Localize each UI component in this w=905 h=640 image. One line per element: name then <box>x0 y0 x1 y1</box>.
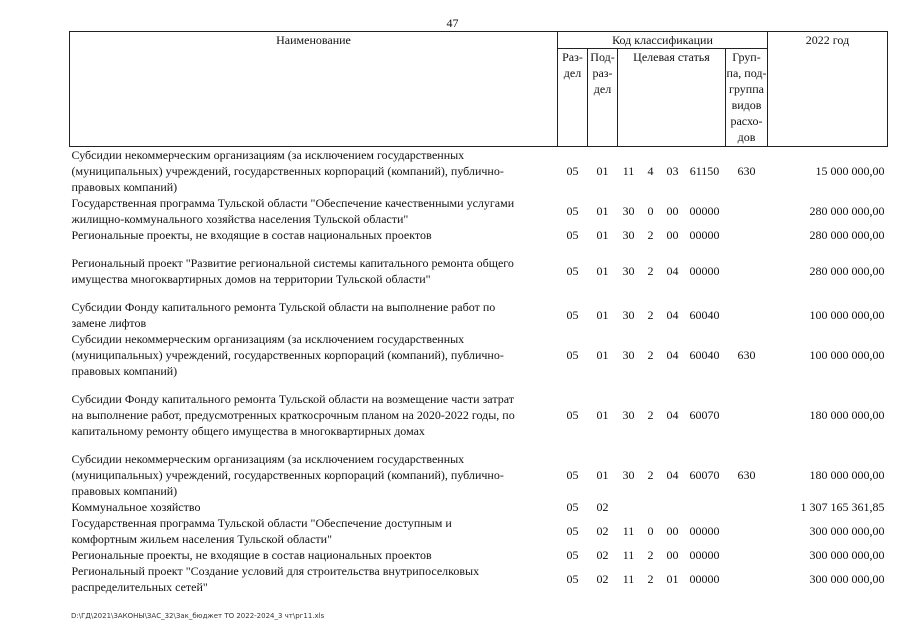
row-podrazdel: 01 <box>596 347 609 362</box>
row-expense-group: 630 <box>737 347 756 362</box>
row-target-c3: 04 <box>666 467 679 482</box>
spacer-cell <box>70 443 888 451</box>
row-name: Региональный проект "Создание условий для строительства внутрипоселковых распределительных сетей" <box>71 564 480 594</box>
row-target-c1: 30 <box>622 203 635 218</box>
row-amount: 15 000 000,00 <box>815 163 885 178</box>
row-target-c3: 00 <box>666 227 679 242</box>
row-target-c2: 2 <box>647 227 654 242</box>
row-spacer <box>70 379 888 387</box>
row-name: Субсидии Фонду капитального ремонта Тульской области на возмещение части затрат на выполнение работ, предусмотренных краткосрочным планом на 2020-2022 годы, по капитальному ремонту общего имущества в многоквартирных домах <box>71 392 515 438</box>
row-spacer <box>70 243 888 251</box>
table-header <box>70 32 888 147</box>
row-expense-group <box>726 499 768 515</box>
row-name: Субсидии некоммерческим организациям (за исключением государственных (муниципальных) учреждений, государственных корпораций (компаний), публично- правовых компаний) <box>71 148 504 194</box>
budget-table <box>69 31 888 595</box>
row-target-c3: 04 <box>666 347 679 362</box>
table-row <box>70 499 888 515</box>
row-name: Субсидии некоммерческим организациям (за исключением государственных (муниципальных) учреждений, государственных корпораций (компаний), публично- правовых компаний) <box>71 332 504 378</box>
row-podrazdel: 01 <box>596 407 609 422</box>
row-podrazdel: 02 <box>596 547 609 562</box>
row-target-c1: 30 <box>622 407 635 422</box>
row-target-c1: 11 <box>622 571 635 586</box>
row-target-c3: 01 <box>666 571 679 586</box>
table-row <box>70 547 888 563</box>
row-target-c4: 00000 <box>689 523 720 538</box>
row-target-c2: 0 <box>647 203 654 218</box>
row-target-c4: 60070 <box>689 467 720 482</box>
table-row <box>70 451 888 499</box>
header-section: Раз- дел <box>558 49 588 147</box>
table-row <box>70 515 888 547</box>
row-target-c3: 04 <box>666 407 679 422</box>
row-target-c1: 30 <box>622 263 635 278</box>
row-spacer <box>70 443 888 451</box>
file-path-footer: D:\ГД\2021\ЗАКОНЫ\ЗАС_32\Зак_бюджет ТО 2022-2024_3 чт\рг11.xls <box>71 612 325 620</box>
row-amount: 300 000 000,00 <box>809 523 885 538</box>
row-podrazdel: 01 <box>596 467 609 482</box>
row-expense-group <box>726 563 768 595</box>
row-target-c4: 60040 <box>689 347 720 362</box>
row-target-c2: 4 <box>647 163 654 178</box>
row-podrazdel: 01 <box>596 203 609 218</box>
row-target-c2: 2 <box>647 307 654 322</box>
row-razdel: 05 <box>566 467 579 482</box>
header-target-article: Целевая статья <box>618 49 726 147</box>
row-expense-group: 630 <box>737 467 756 482</box>
header-expense-group: Груп- па, под- группа видов расхо- дов <box>726 49 768 147</box>
row-amount: 100 000 000,00 <box>809 347 885 362</box>
row-target-c1: 30 <box>622 307 635 322</box>
row-name: Региональный проект "Развитие региональной системы капитального ремонта общего имущества многоквартирных домов на территории Тульской области" <box>71 256 514 286</box>
row-name: Государственная программа Тульской области "Обеспечение качественными услугами жилищно-коммунального хозяйства населения Тульской области" <box>71 196 515 226</box>
header-year: 2022 год <box>768 32 888 147</box>
header-subsection: Под- раз- дел <box>588 49 618 147</box>
row-razdel: 05 <box>566 307 579 322</box>
row-expense-group <box>726 387 768 443</box>
row-razdel: 05 <box>566 347 579 362</box>
row-target-c4: 00000 <box>689 203 720 218</box>
row-razdel: 05 <box>566 499 579 514</box>
row-razdel: 05 <box>566 547 579 562</box>
row-expense-group <box>726 251 768 291</box>
row-name: Коммунальное хозяйство <box>71 500 201 514</box>
row-target-c3: 00 <box>666 547 679 562</box>
row-target-c2: 0 <box>647 523 654 538</box>
row-target-c4: 60070 <box>689 407 720 422</box>
row-amount: 280 000 000,00 <box>809 263 885 278</box>
table-row <box>70 299 888 331</box>
row-target-c1: 30 <box>622 227 635 242</box>
row-razdel: 05 <box>566 523 579 538</box>
row-razdel: 05 <box>566 263 579 278</box>
table-row <box>70 251 888 291</box>
table-row <box>70 563 888 595</box>
row-target-c1: 11 <box>622 547 635 562</box>
row-expense-group <box>726 547 768 563</box>
row-target-c3: 03 <box>666 163 679 178</box>
row-name: Субсидии Фонду капитального ремонта Тульской области на выполнение работ по замене лифтов <box>71 300 496 330</box>
row-expense-group: 630 <box>737 163 756 178</box>
row-target-c2: 2 <box>647 571 654 586</box>
row-target-c3: 04 <box>666 307 679 322</box>
row-expense-group <box>726 515 768 547</box>
row-expense-group <box>726 299 768 331</box>
row-target-c1: 30 <box>622 467 635 482</box>
row-amount: 280 000 000,00 <box>809 227 885 242</box>
row-razdel: 05 <box>566 571 579 586</box>
row-razdel: 05 <box>566 203 579 218</box>
row-amount: 300 000 000,00 <box>809 571 885 586</box>
spacer-cell <box>70 243 888 251</box>
row-target-c3: 00 <box>666 523 679 538</box>
row-podrazdel: 02 <box>596 499 609 514</box>
row-razdel: 05 <box>566 227 579 242</box>
row-podrazdel: 01 <box>596 307 609 322</box>
row-target-c3: 00 <box>666 203 679 218</box>
row-target-c1: 11 <box>622 523 635 538</box>
header-classification: Код классификации <box>558 32 768 49</box>
row-name: Региональные проекты, не входящие в состав национальных проектов <box>71 548 432 562</box>
spacer-cell <box>70 379 888 387</box>
page-number: 47 <box>446 16 459 30</box>
table-body <box>70 147 888 596</box>
row-target-c2: 2 <box>647 547 654 562</box>
table-row <box>70 227 888 243</box>
row-target-c2: 2 <box>647 407 654 422</box>
row-target-c1: 30 <box>622 347 635 362</box>
row-podrazdel: 02 <box>596 571 609 586</box>
table-row <box>70 387 888 443</box>
row-name: Региональные проекты, не входящие в состав национальных проектов <box>71 228 432 242</box>
row-target-c2: 2 <box>647 263 654 278</box>
table-row <box>70 147 888 196</box>
row-target-c4: 00000 <box>689 547 720 562</box>
row-target-c3: 04 <box>666 263 679 278</box>
row-amount: 300 000 000,00 <box>809 547 885 562</box>
row-target-c4: 60040 <box>689 307 720 322</box>
row-podrazdel: 02 <box>596 523 609 538</box>
row-expense-group <box>726 227 768 243</box>
row-podrazdel: 01 <box>596 227 609 242</box>
row-target-c2 <box>640 499 662 515</box>
row-target-c4: 00000 <box>689 571 720 586</box>
row-razdel: 05 <box>566 163 579 178</box>
row-target-c4 <box>684 499 726 515</box>
row-amount: 180 000 000,00 <box>809 467 885 482</box>
row-podrazdel: 01 <box>596 263 609 278</box>
row-target-c4: 61150 <box>689 163 720 178</box>
table-row <box>70 195 888 227</box>
row-name: Государственная программа Тульской области "Обеспечение доступным и комфортным жильем населения Тульской области" <box>71 516 452 546</box>
row-target-c3 <box>662 499 684 515</box>
row-target-c2: 2 <box>647 347 654 362</box>
row-target-c1: 11 <box>622 163 635 178</box>
row-podrazdel: 01 <box>596 163 609 178</box>
row-amount: 180 000 000,00 <box>809 407 885 422</box>
row-expense-group <box>726 195 768 227</box>
table-row <box>70 331 888 379</box>
row-target-c1 <box>618 499 640 515</box>
row-target-c2: 2 <box>647 467 654 482</box>
header-name: Наименование <box>70 32 558 147</box>
row-name: Субсидии некоммерческим организациям (за исключением государственных (муниципальных) учреждений, государственных корпораций (компаний), публично- правовых компаний) <box>71 452 504 498</box>
spacer-cell <box>70 291 888 299</box>
row-target-c4: 00000 <box>689 227 720 242</box>
row-amount: 280 000 000,00 <box>809 203 885 218</box>
row-amount: 1 307 165 361,85 <box>800 499 885 514</box>
row-spacer <box>70 291 888 299</box>
row-target-c4: 00000 <box>689 263 720 278</box>
row-razdel: 05 <box>566 407 579 422</box>
row-amount: 100 000 000,00 <box>809 307 885 322</box>
